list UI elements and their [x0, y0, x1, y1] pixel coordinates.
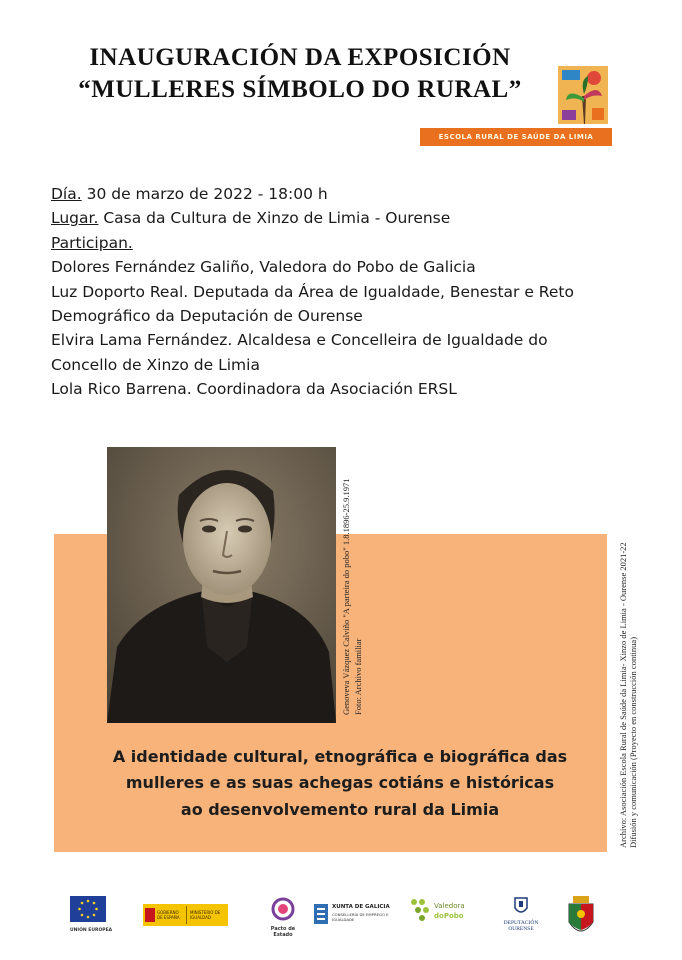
photo-caption: Genoveva Vázquez Calviño "A parteira do pobo" 1.8.1896-25.9.1971 [341, 478, 351, 715]
place-label: Lugar. [51, 209, 99, 228]
school-logo [558, 66, 608, 124]
participant-line: Dolores Fernández Galiño, Valedora do Pobo de Galicia [51, 258, 476, 277]
tagline-line: mulleres e as suas achegas cotiáns e históricas [125, 773, 555, 792]
pacto-estado-logo [262, 896, 304, 938]
deputacion-label: DEPUTACIÓN [503, 920, 539, 926]
exhibition-title-line2: “MULLERES SÍMBOLO DO RURAL” [78, 76, 522, 103]
dopobo-label: doPobo [434, 912, 464, 920]
participant-line: Demográfico da Deputación de Ourense [51, 307, 363, 326]
eu-flag-logo [70, 896, 112, 933]
date-line [51, 182, 611, 206]
participant-line: Concello de Xinzo de Limia [51, 355, 260, 374]
pacto-label: Pacto de Estado [270, 926, 296, 938]
participant-line: Lola Rico Barrena. Coordinadora da Asociación ERSL [51, 380, 457, 399]
eu-label: UNIÓN EUROPEA [70, 928, 113, 933]
participant-line: Luz Doporto Real. Deputada da Área de Igualdade, Benestar e Reto [51, 282, 574, 301]
xunta-label: XUNTA DE GALICIA [332, 904, 390, 910]
xunta-logo [314, 902, 394, 932]
gobierno-logo [143, 904, 228, 926]
valedora-label: Valedora [434, 902, 465, 910]
deputacion-logo [494, 896, 548, 932]
xunta-conselleria-label: CONSELLERÍA DE EMPREGO E IGUALDADE [332, 912, 389, 922]
ourense-label: OURENSE [508, 926, 534, 932]
tagline-line: ao desenvolvemento rural da Limia [180, 800, 500, 819]
place-line [51, 206, 611, 230]
exhibition-title-line1: INAUGURACIÓN DA EXPOSICIÓN [89, 44, 511, 71]
participants-label: Participan. [51, 233, 133, 252]
date-value: 30 de marzo de 2022 - 18:00 h [81, 185, 328, 203]
archive-note: Archivo: Asociación Escola Rural de Saúde da Limia- Xinzo de Limia - Ourense 2021-22 [618, 542, 628, 848]
participant-line: Elvira Lama Fernández. Alcaldesa e Concelleira de Igualdade do [51, 331, 548, 350]
portrait-photo [107, 447, 336, 723]
sponsor-logos [0, 890, 682, 950]
event-info [51, 182, 611, 402]
tagline-line: A identidade cultural, etnográfica e biográfica das [112, 747, 568, 766]
place-value: Casa da Cultura de Xinzo de Limia - Ourense [98, 209, 451, 228]
photo-credit: Foto: Archivo familiar [353, 638, 363, 715]
archive-note: Difusión y comunicación (Proyecto en construcción continua) [628, 636, 638, 848]
concello-crest-logo [566, 896, 596, 944]
valedora-logo [410, 898, 475, 938]
ministerio-label: MINISTERIO DE IGUALDAD [190, 910, 221, 920]
school-name-band: ESCOLA RURAL DE SAÚDE DA LIMIA [420, 128, 612, 146]
participants-line [51, 231, 611, 255]
gobierno-label: GOBIERNO DE ESPAÑA [157, 910, 180, 920]
date-label: Día. [51, 185, 82, 203]
